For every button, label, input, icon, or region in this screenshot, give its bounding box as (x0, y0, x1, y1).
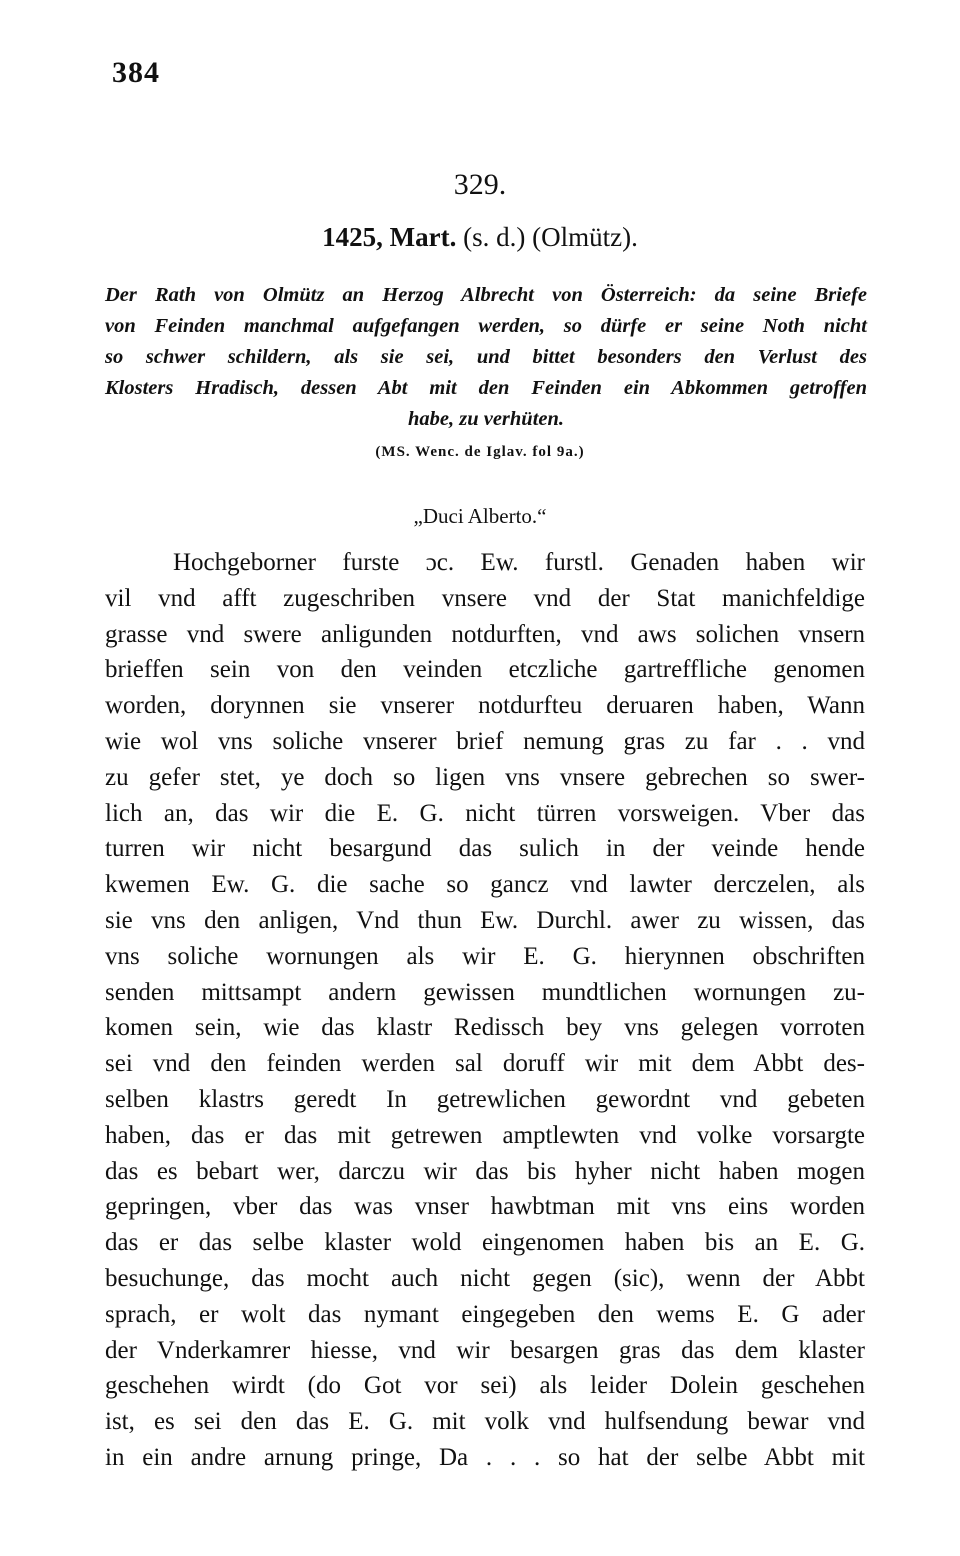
letter-address: „Duci Alberto.“ (413, 504, 547, 528)
regest-line: von Feinden manchmal aufgefangen werden, so dürfe er seine Noth nicht (105, 315, 867, 337)
body-line: zu gefer stet, ye doch so ligen vns vnsere gebrechen so swer- (105, 763, 865, 791)
body-line: kwemen Ew. G. die sache so gancz vnd lawter derczelen, als (105, 871, 865, 899)
document-number: 329. (453, 168, 507, 201)
body-line: in ein andre arnung pringe, Da . . . so hat der selbe Abbt mit (105, 1443, 865, 1471)
body-line: besuchunge, das mocht auch nicht gegen (sic), wenn der Abbt (105, 1264, 865, 1292)
body-line: sei vnd den feinden werden sal doruff wir mit dem Abbt des- (105, 1050, 865, 1078)
body-line: ist, es sei den das E. G. mit volk vnd hulfsendung bewar vnd (105, 1408, 865, 1436)
body-line: haben, das er das mit getrewen amptlewten vnd volke vorsargte (105, 1121, 865, 1149)
regest-line: Der Rath von Olmütz an Herzog Albrecht von Österreich: da seine Briefe (105, 284, 867, 306)
page-number: 384 (112, 56, 160, 89)
regest-line: Klosters Hradisch, dessen Abt mit den Feinden ein Abkommen getroffen (105, 377, 867, 399)
body-line: geschehen wirdt (do Got vor sei) als leider Dolein geschehen (105, 1372, 865, 1400)
body-line: brieffen sein von den veinden etczliche gartreffliche genomen (105, 656, 865, 684)
body-line: selben klastrs geredt In getrewlichen gewordnt vnd gebeten (105, 1085, 865, 1113)
source-citation: (MS. Wenc. de Iglav. fol 9a.) (375, 444, 585, 460)
regest-line: so schwer schildern, als sie sei, und bittet besonders den Verlust des (105, 346, 867, 368)
body-line: turren wir nicht besargund das sulich in der veinde hende (105, 835, 865, 863)
body-line: komen sein, wie das klastr Redissch bey vns gelegen vorroten (105, 1014, 865, 1042)
regest (105, 280, 867, 435)
body-line: gepringen, vber das was vnser hawbtman mit vns eins worden (105, 1193, 865, 1221)
dateline-date: 1425, Mart. (322, 222, 457, 252)
body-line: wie wol vns soliche vnserer brief nemung gras zu far . . vnd (105, 727, 865, 755)
body-line: worden, dorynnen sie vnserer notdurfteu deruaren haben, Wann (105, 692, 865, 720)
regest-line: habe, zu verhüten. (407, 408, 565, 430)
dateline-place: (s. d.) (Olmütz). (456, 222, 638, 252)
body-line: lich an, das wir die E. G. nicht türren vorsweigen. Vber das (105, 799, 865, 827)
body-line: senden mittsampt andern gewissen mundtlichen wornungen zu- (105, 978, 865, 1006)
body-line: grasse vnd swere anligunden notdurften, vnd aws solichen vnsern (105, 620, 865, 648)
body-line: sie vns den anligen, Vnd thun Ew. Durchl. awer zu wissen, das (105, 906, 865, 934)
letter-body (105, 545, 865, 1476)
dateline (0, 222, 960, 253)
body-line: Hochgeborner furste ɔc. Ew. furstl. Genaden haben wir (173, 549, 865, 576)
body-line: das es bebart wer, darczu wir das bis hyher nicht haben mogen (105, 1157, 865, 1185)
body-line: sprach, er wolt das nymant eingegeben den wems E. G ader (105, 1300, 865, 1328)
body-line: vns soliche wornungen als wir E. G. hierynnen obschriften (105, 942, 865, 970)
body-line: der Vnderkamrer hiesse, vnd wir besargen gras das dem klaster (105, 1336, 865, 1364)
body-line: das er das selbe klaster wold eingenomen haben bis an E. G. (105, 1229, 865, 1257)
body-line: vil vnd afft zugeschriben vnsere vnd der Stat manichfeldige (105, 584, 865, 612)
